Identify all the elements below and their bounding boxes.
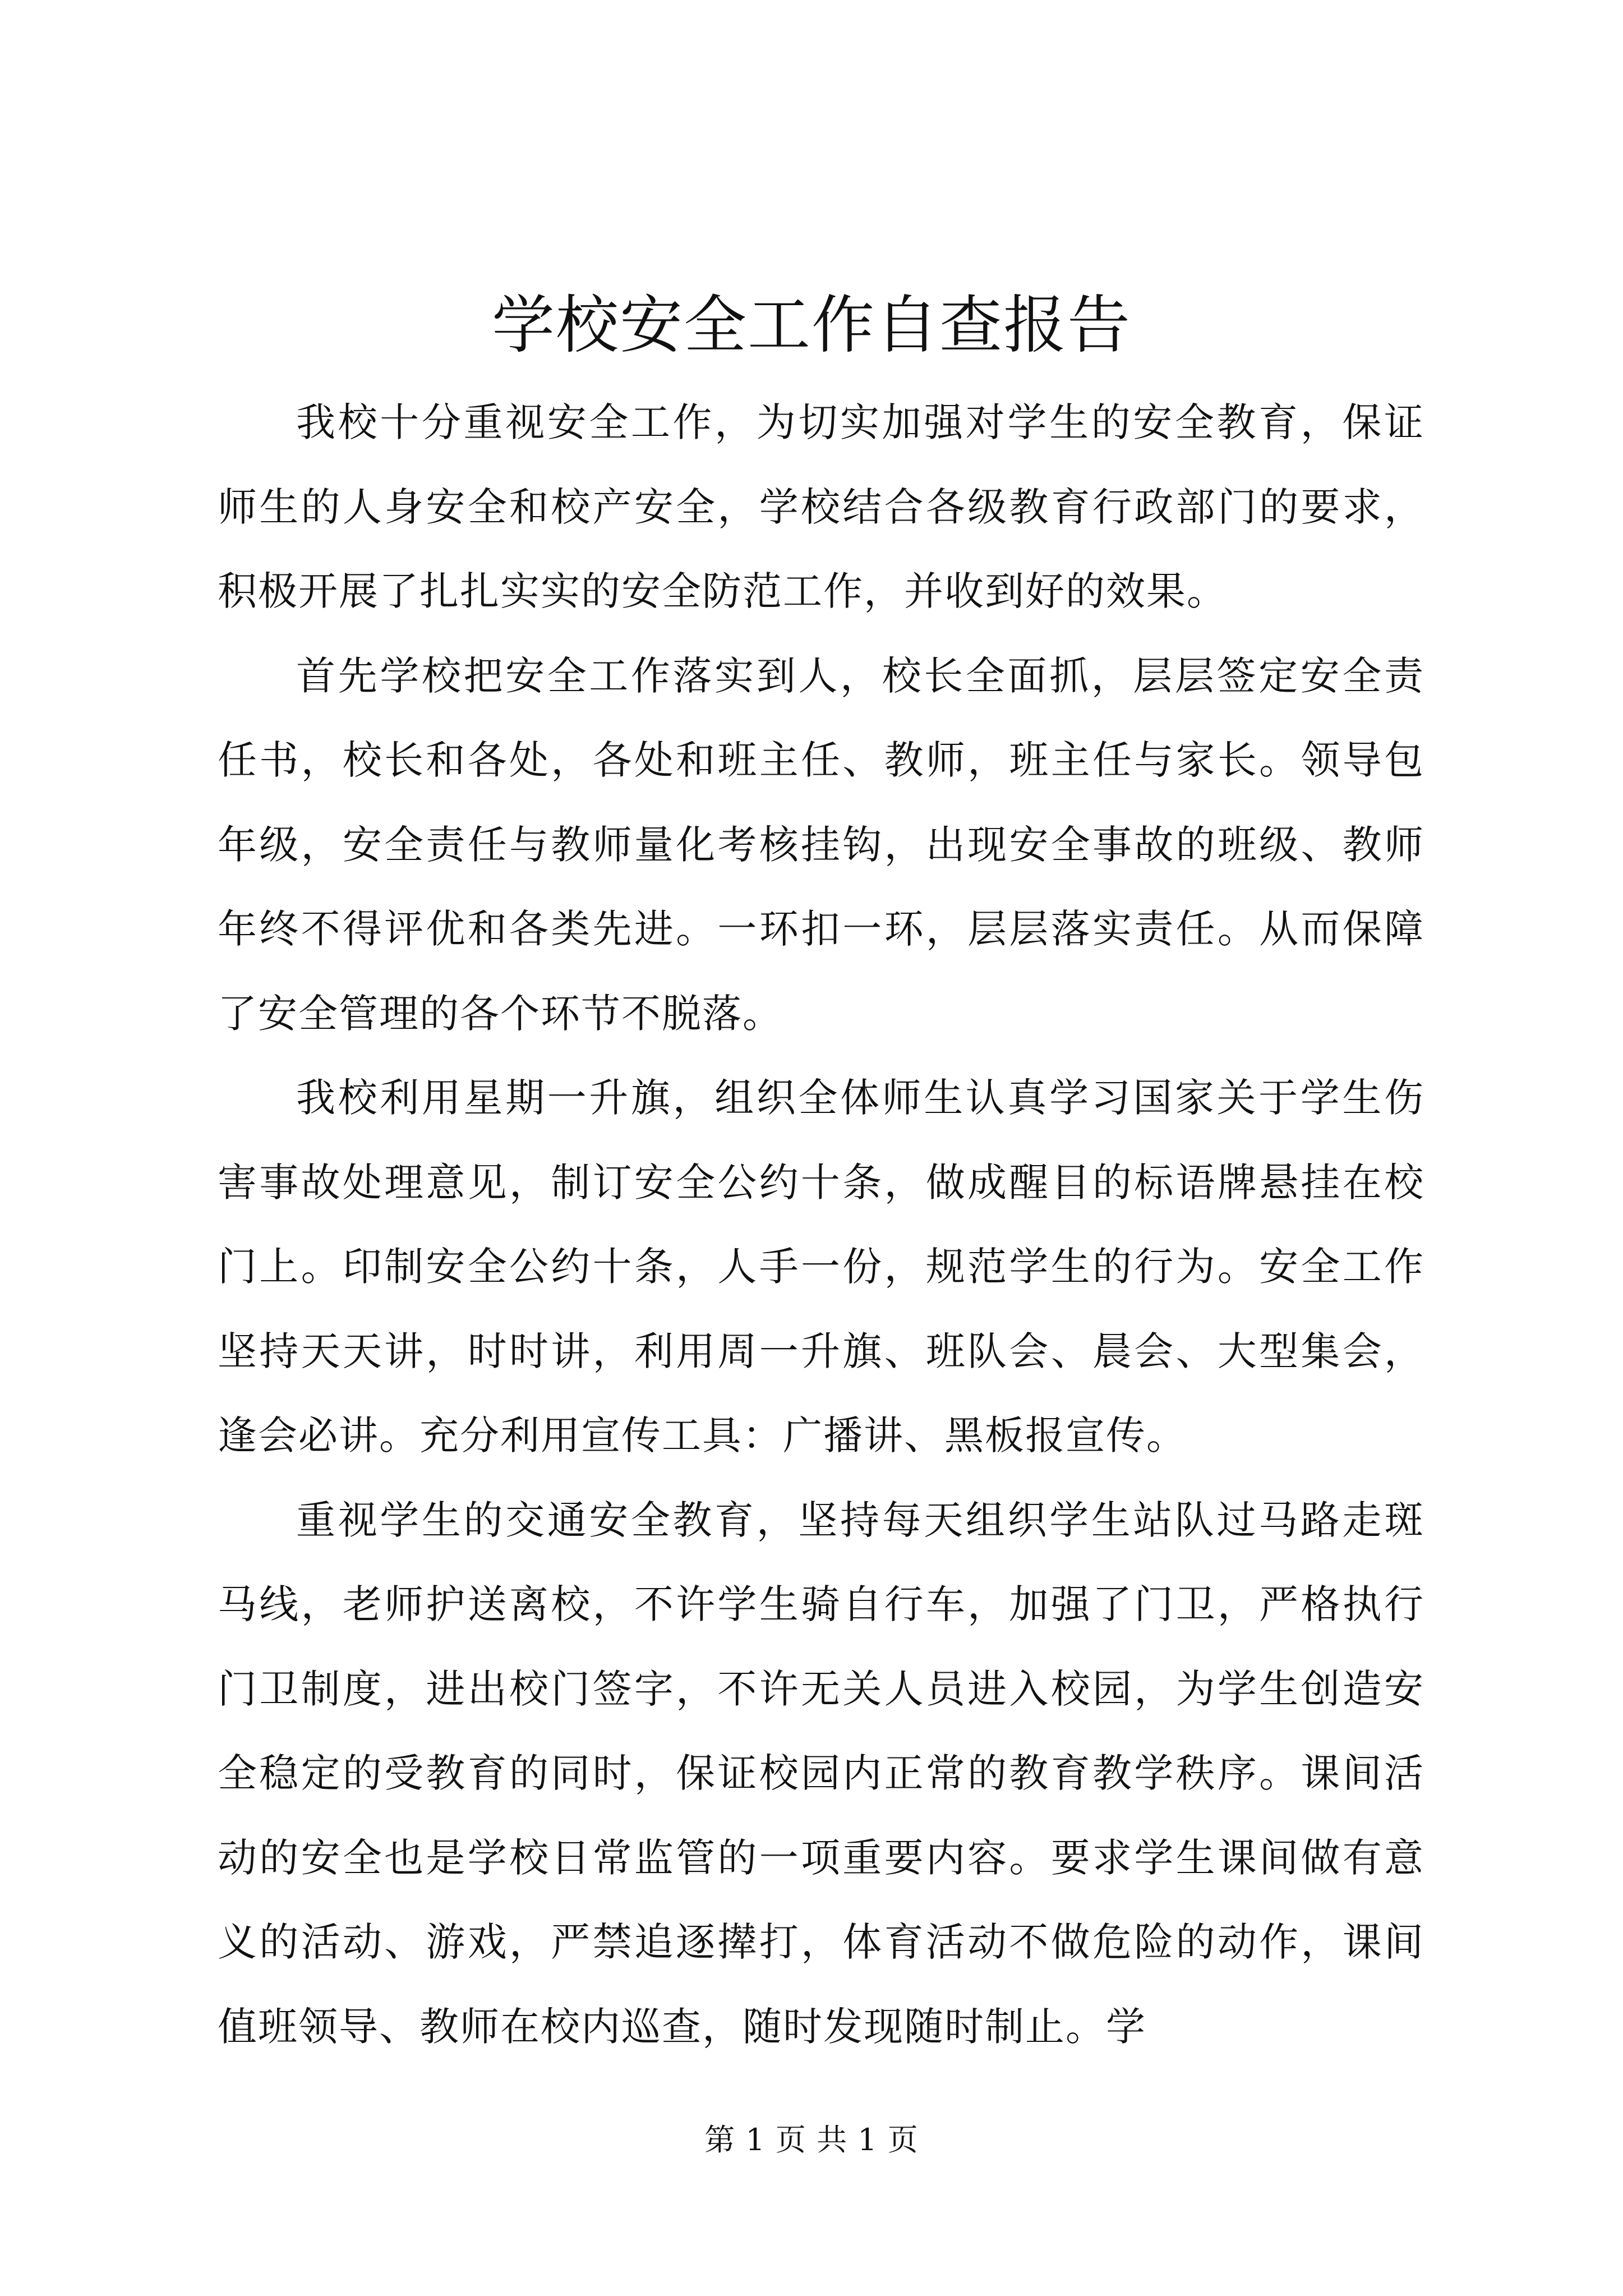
paragraph-education: 我校利用星期一升旗，组织全体师生认真学习国家关于学生伤害事故处理意见，制订安全公约十条，做成醒目的标语牌悬挂在校门上。印制安全公约十条，人手一份，规范学生的行为。安全工作坚持天天讲，时时讲，利用周一升旗、班队会、晨会、大型集会，逢会必讲。充分利用宣传工具：广播讲、黑板报宣传。 [218,1075,1424,1458]
document-body [218,380,1424,2069]
paragraph-intro: 我校十分重视安全工作，为切实加强对学生的安全教育，保证师生的人身安全和校产安全，学校结合各级教育行政部门的要求，积极开展了扎扎实实的安全防范工作，并收到好的效果。 [218,399,1424,614]
page-footer: 第 1 页 共 1 页 [704,2122,919,2157]
paragraph-responsibility: 首先学校把安全工作落实到人，校长全面抓，层层签定安全责任书，校长和各处，各处和班主任、教师，班主任与家长。领导包年级，安全责任与教师量化考核挂钩，出现安全事故的班级、教师年终不得评优和各类先进。一环扣一环，层层落实责任。从而保障了安全管理的各个环节不脱落。 [218,652,1424,1037]
paragraph-traffic-safety: 重视学生的交通安全教育，坚持每天组织学生站队过马路走斑马线，老师护送离校，不许学生骑自行车，加强了门卫，严格执行门卫制度，进出校门签字，不许无关人员进入校园，为学生创造安全稳定的受教育的同时，保证校园内正常的教育教学秩序。课间活动的安全也是学校日常监管的一项重要内容。要求学生课间做有意义的活动、游戏，严禁追逐撵打，体育活动不做危险的动作，课间值班领导、教师在校内巡查，随时发现随时制止。学 [218,1497,1424,2050]
document-title: 学校安全工作自查报告 [492,289,1131,362]
